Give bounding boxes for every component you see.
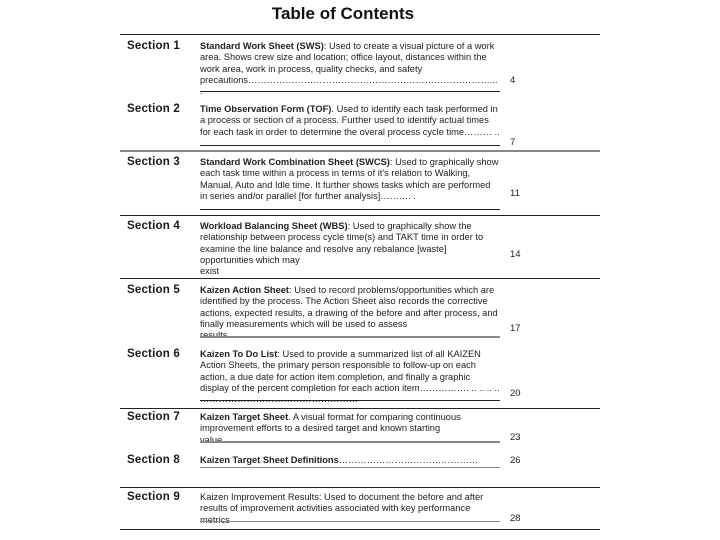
section-heading: Time Observation Form (TOF) <box>200 104 332 114</box>
section-description: Kaizen Target Sheet Definitions……………………………………… <box>200 455 479 465</box>
section-heading: Workload Balancing Sheet (WBS) <box>200 221 348 231</box>
entry-underline <box>200 91 500 92</box>
section-description: Kaizen Target Sheet. A visual format for comparing continuous improvement efforts to a desired target and known starting value……………………………………………………………… <box>200 412 461 445</box>
separator <box>120 487 600 488</box>
section-heading: Kaizen Target Sheet <box>200 412 289 422</box>
section-heading: Kaizen Target Sheet Definitions <box>200 455 339 465</box>
section-label: Section 3 <box>127 156 180 168</box>
section-description: Standard Work Combination Sheet (SWCS): Used to graphically show each task time within a process in terms of it's relation to Walking, Manual, Auto and Idle time. It further shows tasks which are performed in series and/or parallel [for further analysis]………. . <box>200 157 499 201</box>
entry-underline <box>200 209 500 210</box>
separator <box>120 150 600 152</box>
entry-underline <box>200 467 500 468</box>
page-number: 20 <box>510 388 521 399</box>
separator <box>120 529 600 530</box>
section-heading: Kaizen Improvement Results <box>200 492 319 502</box>
section-description: Kaizen Action Sheet: Used to record problems/opportunities which are identified by the process. The Action Sheet also records the corrective actions, expected results, a drawing of the before and after process, and finally measurements which will be used to assess results……………………………………………………………….. <box>200 285 498 341</box>
section-label: Section 2 <box>127 103 180 115</box>
section-heading: Standard Work Combination Sheet (SWCS) <box>200 157 390 167</box>
entry-underline <box>200 400 500 401</box>
entry-underline <box>200 441 500 443</box>
section-label: Section 9 <box>127 491 180 503</box>
separator <box>120 278 600 279</box>
page-number: 4 <box>510 75 516 86</box>
section-heading: Kaizen Action Sheet <box>200 285 290 295</box>
section-heading: Standard Work Sheet (SWS) <box>200 41 324 51</box>
page-title: Table of Contents <box>271 4 415 23</box>
section-label: Section 1 <box>127 40 180 52</box>
section-label: Section 7 <box>127 411 180 423</box>
section-description: Standard Work Sheet (SWS): Used to create a visual picture of a work area. Shows crew size and location; office layout, distances within the work area, work in process, quality checks, and safety precautions……………………………………………………………………... . <box>200 41 498 97</box>
section-label: Section 6 <box>127 348 180 360</box>
entry-underline <box>200 145 500 146</box>
page-number: 26 <box>510 455 521 466</box>
section-label: Section 8 <box>127 454 180 466</box>
page-number: 14 <box>510 249 521 260</box>
page-number: 11 <box>510 188 520 199</box>
entry-underline <box>200 336 500 338</box>
section-label: Section 4 <box>127 220 180 232</box>
section-label: Section 5 <box>127 284 180 296</box>
page-number: 17 <box>510 323 521 334</box>
section-description: Time Observation Form (TOF). Used to identify each task performed in a process or section of a process. Further used to identify actual times for each task in order to determine the overal process cycle time……… .. …………………………………………… <box>200 104 500 148</box>
page-number: 28 <box>510 513 521 524</box>
entry-underline <box>200 521 500 522</box>
separator <box>120 34 600 35</box>
page-number: 23 <box>510 432 521 443</box>
section-description: Kaizen To Do List: Used to provide a summarized list of all KAIZEN Action Sheets, the primary person responsible to follow-up on each action, a due date for action item completion, and finally a graphic display of the percent completion for each action item……………. .. .. .. .. …………………………………………… <box>200 349 500 405</box>
separator <box>120 408 600 409</box>
section-description: Workload Balancing Sheet (WBS): Used to graphically show the relationship between process cycle time(s) and TAKT time in order to examine the line balance and resolve any rebalance [waste] opportunities which may exist <box>200 221 484 277</box>
section-description: Kaizen Improvement Results: Used to document the before and after results of improvement activities associated with key performance metrics <box>200 492 484 525</box>
separator <box>120 215 600 216</box>
page-number: 7 <box>510 137 516 148</box>
section-heading: Kaizen To Do List <box>200 349 278 359</box>
